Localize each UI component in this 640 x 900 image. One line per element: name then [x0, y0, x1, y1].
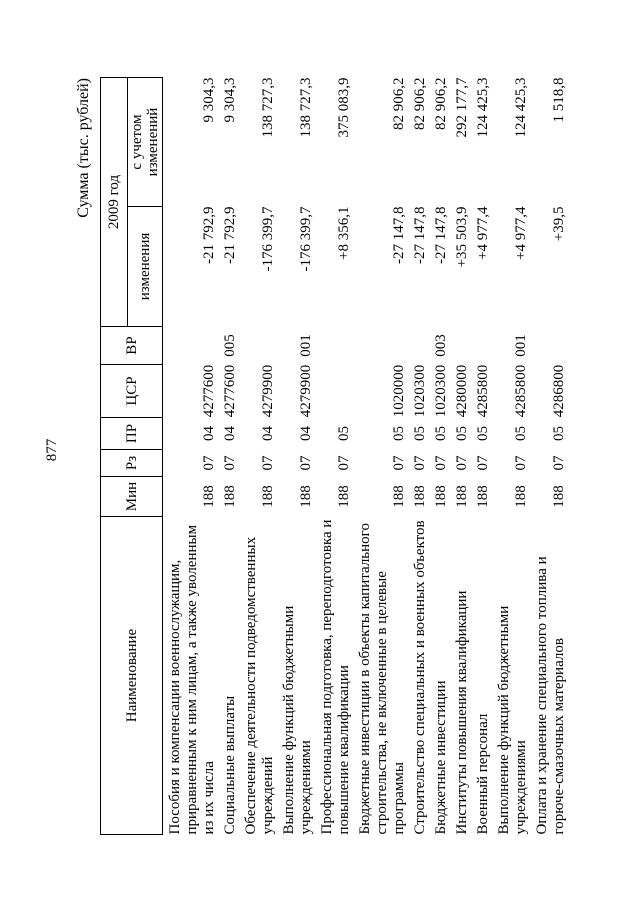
row-with-changes-cell: 138 727,3 — [260, 77, 276, 138]
row-with-changes-cell: 292 177,7 — [454, 77, 470, 138]
row-name-cell: Выполнение функций бюджетными учреждениями — [496, 605, 529, 835]
row-vr-cell — [408, 327, 429, 365]
row-min-cell: 188 — [551, 485, 567, 508]
row-changes-cell: +4 977,4 — [475, 206, 491, 260]
row-min-cell: 188 — [298, 485, 314, 508]
row-min-cell: 188 — [222, 485, 238, 508]
row-name-cell: Строительство специальных и военных объектов — [412, 520, 428, 835]
row-csr-cell: 1020300 — [412, 364, 428, 418]
row-changes-cell: +8 356,1 — [336, 206, 352, 260]
row-with-changes-cell: 82 906,2 — [391, 77, 407, 130]
row-name-cell: Профессиональная подготовка, переподготовка и повышение квалификации — [319, 519, 352, 835]
row-vr-cell — [353, 327, 408, 365]
header-row-top — [101, 77, 128, 834]
row-min-cell: 188 — [475, 485, 491, 508]
table-row — [239, 77, 277, 834]
table-row — [492, 77, 530, 834]
row-rz-cell: 07 — [201, 455, 217, 471]
row-vr-cell: 003 — [433, 334, 449, 357]
table-row — [471, 77, 492, 834]
row-pr-cell: 04 — [201, 426, 217, 441]
row-vr-cell — [239, 327, 277, 365]
row-name-cell: Бюджетные инвестиции — [433, 680, 449, 835]
row-name-cell: Выполнение функций бюджетными учреждениями — [281, 605, 314, 835]
row-with-changes-cell: 82 906,2 — [412, 77, 428, 130]
row-with-changes-cell: 1 518,8 — [551, 77, 567, 123]
row-csr-cell: 4286800 — [551, 364, 567, 418]
table-row — [163, 77, 219, 834]
row-rz-cell: 07 — [222, 455, 238, 471]
row-pr-cell: 04 — [298, 426, 314, 441]
row-csr-cell: 4285800 — [475, 364, 491, 418]
col-header-csr: ЦСР — [101, 365, 163, 418]
row-with-changes-cell: 138 727,3 — [298, 77, 314, 138]
units-caption: Сумма (тыс. рублей) — [75, 78, 92, 218]
row-with-changes-cell: 82 906,2 — [433, 77, 449, 130]
col-header-with-changes: с учетом изменений — [128, 77, 163, 206]
row-rz-cell: 07 — [336, 455, 352, 471]
table-header — [101, 77, 163, 834]
col-header-changes: изменения — [128, 207, 163, 327]
row-vr-cell — [530, 327, 568, 365]
row-name-cell: Институты повышения квалификации — [454, 590, 470, 835]
row-changes-cell: +4 977,4 — [513, 206, 529, 260]
row-name-cell: Обеспечение деятельности подведомственных учреждений — [243, 536, 276, 835]
col-header-rz: Рз — [101, 450, 163, 477]
table-row — [315, 77, 353, 834]
row-changes-cell: -27 147,8 — [391, 206, 407, 264]
row-with-changes-cell: 9 304,3 — [222, 77, 238, 123]
row-changes-cell: -176 399,7 — [260, 206, 276, 272]
row-min-cell: 188 — [454, 485, 470, 508]
row-rz-cell: 07 — [412, 455, 428, 471]
row-pr-cell: 05 — [454, 426, 470, 441]
row-csr-cell: 4279900 — [298, 364, 314, 418]
row-changes-cell: -27 147,8 — [433, 206, 449, 264]
row-vr-cell — [163, 327, 219, 365]
row-rz-cell: 07 — [454, 455, 470, 471]
col-header-pr: ПР — [101, 418, 163, 450]
col-header-name: Наименование — [101, 517, 163, 835]
row-pr-cell: 05 — [412, 426, 428, 441]
row-vr-cell: 005 — [222, 334, 238, 357]
table-row — [277, 77, 315, 834]
table-row — [218, 77, 239, 834]
row-rz-cell: 07 — [513, 455, 529, 471]
table-row — [353, 77, 408, 834]
col-header-year-group: 2009 год — [101, 77, 128, 326]
row-csr-cell: 4280000 — [454, 364, 470, 418]
row-changes-cell: -21 792,9 — [201, 206, 217, 264]
row-min-cell: 188 — [513, 485, 529, 508]
row-changes-cell: -21 792,9 — [222, 206, 238, 264]
table-row — [408, 77, 429, 834]
row-csr-cell: 4277600 — [222, 364, 238, 418]
row-rz-cell: 07 — [433, 455, 449, 471]
row-min-cell: 188 — [412, 485, 428, 508]
row-rz-cell: 07 — [475, 455, 491, 471]
row-changes-cell: -176 399,7 — [298, 206, 314, 272]
col-header-min: Мин — [101, 477, 163, 517]
row-changes-cell: -27 147,8 — [412, 206, 428, 264]
row-vr-cell — [315, 327, 353, 365]
col-header-vr: ВР — [101, 327, 163, 365]
row-min-cell: 188 — [201, 485, 217, 508]
row-vr-cell — [471, 327, 492, 365]
row-changes-cell: +35 503,9 — [454, 206, 470, 268]
row-pr-cell: 05 — [475, 426, 491, 441]
row-rz-cell: 07 — [298, 455, 314, 471]
row-with-changes-cell: 124 425,3 — [513, 77, 529, 138]
row-vr-cell — [450, 327, 471, 365]
row-csr-cell: 4277600 — [201, 364, 217, 418]
row-name-cell: Социальные выплаты — [222, 695, 238, 835]
row-csr-cell: 1020300 — [433, 364, 449, 418]
row-pr-cell: 05 — [336, 426, 352, 441]
row-name-cell: Военный персонал — [475, 713, 491, 835]
row-changes-cell: +39,5 — [551, 206, 567, 242]
row-pr-cell: 04 — [222, 426, 238, 441]
row-min-cell: 188 — [433, 485, 449, 508]
row-csr-cell: 4279900 — [260, 364, 276, 418]
row-pr-cell: 05 — [391, 426, 407, 441]
row-name-cell: Оплата и хранение специального топлива и горюче-смазочных материалов — [534, 556, 567, 835]
row-min-cell: 188 — [336, 485, 352, 508]
row-csr-cell: 4285800 — [513, 364, 529, 418]
row-rz-cell: 07 — [391, 455, 407, 471]
row-pr-cell: 05 — [433, 426, 449, 441]
row-vr-cell: 001 — [513, 334, 529, 357]
row-min-cell: 188 — [391, 485, 407, 508]
row-name-cell: Пособия и компенсации военнослужащим, приравненным к ним лицам, а также уволенным из их числа — [167, 524, 217, 835]
table-row — [429, 77, 450, 834]
row-vr-cell: 001 — [298, 334, 314, 357]
table-body — [163, 77, 569, 834]
row-csr-cell — [315, 365, 353, 418]
row-rz-cell: 07 — [260, 455, 276, 471]
row-pr-cell: 04 — [260, 426, 276, 441]
row-rz-cell: 07 — [551, 455, 567, 471]
row-pr-cell: 05 — [513, 426, 529, 441]
row-with-changes-cell: 124 425,3 — [475, 77, 491, 138]
table-row — [450, 77, 471, 834]
row-with-changes-cell: 375 083,9 — [336, 77, 352, 138]
row-min-cell: 188 — [260, 485, 276, 508]
row-with-changes-cell: 9 304,3 — [201, 77, 217, 123]
row-pr-cell: 05 — [551, 426, 567, 441]
row-csr-cell: 1020000 — [391, 364, 407, 418]
budget-table — [100, 77, 568, 835]
table-row — [530, 77, 568, 834]
row-name-cell: Бюджетные инвестиции в объекты капитального строительства, не включенные в целевые программы — [357, 523, 407, 835]
page-number: 877 — [44, 438, 60, 462]
